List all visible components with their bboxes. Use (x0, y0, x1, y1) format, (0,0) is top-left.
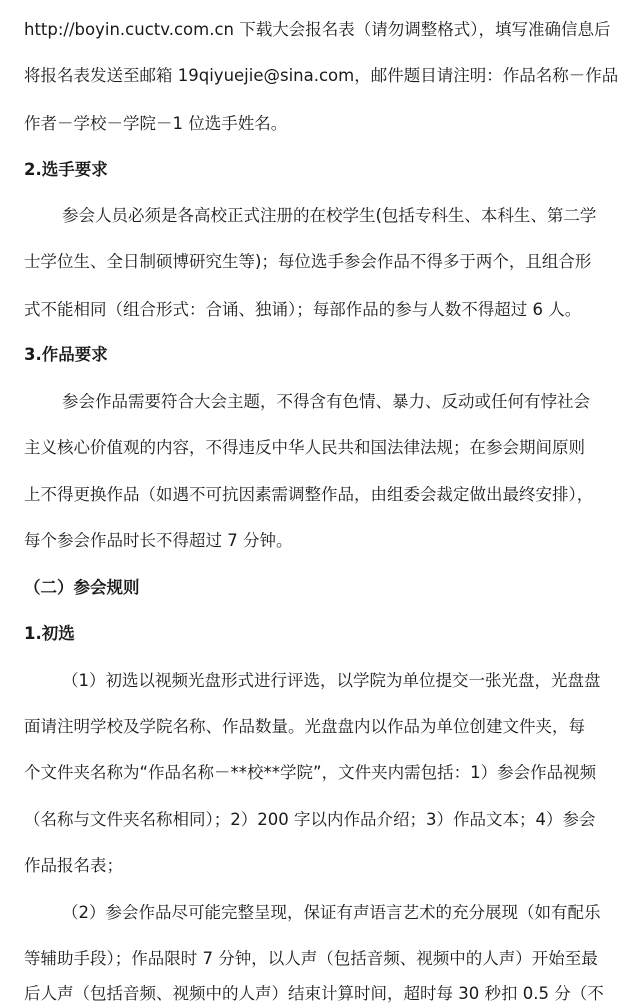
section-heading: 1.初选 (24, 624, 75, 643)
body-line: （1）初选以视频光盘形式进行评选，以学院为单位提交一张光盘，光盘盘 (62, 671, 601, 690)
body-line: 式不能相同（组合形式：合诵、独诵）；每部作品的参与人数不得超过 6 人。 (24, 300, 582, 319)
body-line: 将报名表发送至邮箱 19qiyuejie@sina.com，邮件题目请注明：作品名称－作品 (24, 66, 619, 85)
body-line: 上不得更换作品（如遇不可抗因素需调整作品，由组委会裁定做出最终安排）， (24, 485, 594, 504)
body-line: 主义核心价值观的内容，不得违反中华人民共和国法律法规；在参会期间原则 (24, 438, 585, 457)
body-line-cut: 后人声（包括音频、视频中的人声）结束计算时间，超时每 30 秒扣 0.5 分（不 (24, 984, 604, 1003)
body-line: （名称与文件夹名称相同）；2）200 字以内作品介绍；3）作品文本；4）参会 (24, 810, 596, 829)
body-line: 作品报名表； (24, 856, 123, 875)
body-line: http://boyin.cuctv.com.cn 下载大会报名表（请勿调整格式），填写准确信息后 (24, 20, 611, 39)
body-line: 参会作品需要符合大会主题，不得含有色情、暴力、反动或任何有悖社会 (62, 392, 590, 411)
body-line: （2）参会作品尽可能完整呈现，保证有声语言艺术的充分展现（如有配乐 (62, 903, 601, 922)
body-line: 参会人员必须是各高校正式注册的在校学生(包括专科生、本科生、第二学 (62, 206, 597, 225)
body-line: 士学位生、全日制硕博研究生等)；每位选手参会作品不得多于两个，且组合形 (24, 252, 592, 271)
body-line: 等辅助手段）；作品限时 7 分钟，以人声（包括音频、视频中的人声）开始至最 (24, 949, 598, 968)
body-line: 个文件夹名称为“作品名称－**校**学院”，文件夹内需包括：1）参会作品视频 (24, 763, 597, 782)
section-heading: （二）参会规则 (24, 578, 140, 597)
body-line: 作者－学校－学院－1 位选手姓名。 (24, 114, 288, 133)
body-line: 面请注明学校及学院名称、作品数量。光盘盘内以作品为单位创建文件夹，每 (24, 717, 585, 736)
body-line: 每个参会作品时长不得超过 7 分钟。 (24, 531, 293, 550)
section-heading: 3.作品要求 (24, 345, 108, 364)
section-heading: 2.选手要求 (24, 160, 108, 179)
